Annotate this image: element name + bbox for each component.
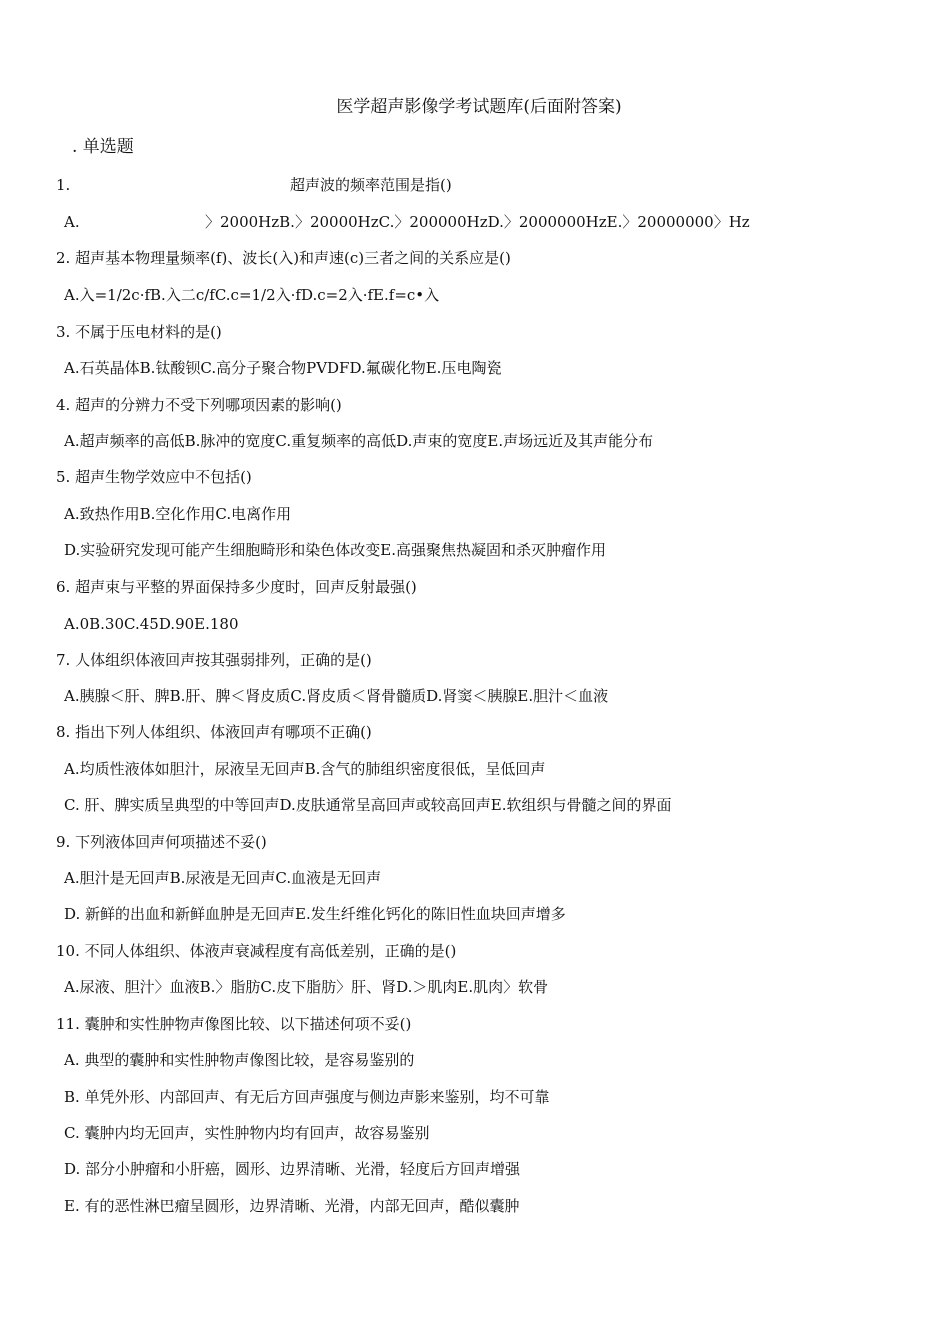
question-6-options: A.0B.30C.45D.90E.180	[64, 615, 239, 633]
question-9: 9. 下列液体回声何项描述不妥()	[56, 833, 267, 851]
document-title: 医学超声影像学考试题库(后面附答案)	[336, 97, 622, 117]
question-11-option-a: A. 典型的囊肿和实性肿物声像图比较，是容易鉴别的	[64, 1051, 415, 1069]
question-9-options-b: D. 新鲜的出血和新鲜血肿是无回声E.发生纤维化钙化的陈旧性血块回声增多	[64, 905, 566, 923]
question-5-options-b: D.实验研究发现可能产生细胞畸形和染色体改变E.高强聚焦热凝固和杀灭肿瘤作用	[64, 541, 606, 559]
question-11-option-d: D. 部分小肿瘤和小肝癌，圆形、边界清晰、光滑，轻度后方回声增强	[64, 1160, 521, 1178]
question-3: 3. 不属于压电材料的是()	[56, 323, 222, 341]
question-11-option-c: C. 囊肿内均无回声，实性肿物内均有回声，故容易鉴别	[64, 1124, 430, 1142]
question-1-number: 1.	[56, 176, 71, 194]
question-11: 11. 囊肿和实性肿物声像图比较、以下描述何项不妥()	[56, 1015, 412, 1033]
question-8: 8. 指出下列人体组织、体液回声有哪项不正确()	[56, 723, 372, 741]
question-8-options-a: A.均质性液体如胆汁，尿液呈无回声B.含气的肺组织密度很低，呈低回声	[64, 760, 546, 778]
question-1-text: 超声波的频率范围是指()	[290, 176, 452, 194]
section-heading: . 单选题	[72, 137, 134, 157]
question-7: 7. 人体组织体液回声按其强弱排列，正确的是()	[56, 651, 372, 669]
question-4: 4. 超声的分辨力不受下列哪项因素的影响()	[56, 396, 342, 414]
question-4-options: A.超声频率的高低B.脉冲的宽度C.重复频率的高低D.声束的宽度E.声场远近及其声能分布	[64, 432, 654, 450]
question-8-options-b: C. 肝、脾实质呈典型的中等回声D.皮肤通常呈高回声或较高回声E.软组织与骨髓之间的界面	[64, 796, 672, 814]
question-2-options: A.入=1/2c·fB.入二c/fC.c=1/2入·fD.c=2入·fE.f=c•入	[64, 286, 440, 304]
question-2: 2. 超声基本物理量频率(f)、波长(入)和声速(c)三者之间的关系应是()	[56, 249, 511, 267]
question-11-option-e: E. 有的恶性淋巴瘤呈圆形，边界清晰、光滑，内部无回声，酷似囊肿	[64, 1197, 520, 1215]
question-3-options: A.石英晶体B.钛酸钡C.高分子聚合物PVDFD.氟碳化物E.压电陶瓷	[64, 359, 502, 377]
question-6: 6. 超声束与平整的界面保持多少度时，回声反射最强()	[56, 578, 417, 596]
question-10-options: A.尿液、胆汁〉血液B.〉脂肪C.皮下脂肪〉肝、肾D.＞肌肉E.肌肉〉软骨	[64, 978, 549, 996]
question-1-option-label: A.	[64, 213, 80, 231]
question-7-options: A.胰腺＜肝、脾B.肝、脾＜肾皮质C.肾皮质＜肾骨髓质D.肾窦＜胰腺E.胆汁＜血液	[64, 687, 609, 705]
question-5: 5. 超声生物学效应中不包括()	[56, 468, 252, 486]
question-5-options-a: A.致热作用B.空化作用C.电离作用	[64, 505, 292, 523]
question-10: 10. 不同人体组织、体液声衰减程度有高低差别，正确的是()	[56, 942, 457, 960]
question-9-options-a: A.胆汁是无回声B.尿液是无回声C.血液是无回声	[64, 869, 382, 887]
question-11-option-b: B. 单凭外形、内部回声、有无后方回声强度与侧边声影来鉴别，均不可靠	[64, 1088, 550, 1106]
question-1-options: 〉2000HzB.〉20000HzC.〉200000HzD.〉2000000HzE.〉20000000〉Hz	[205, 213, 750, 231]
